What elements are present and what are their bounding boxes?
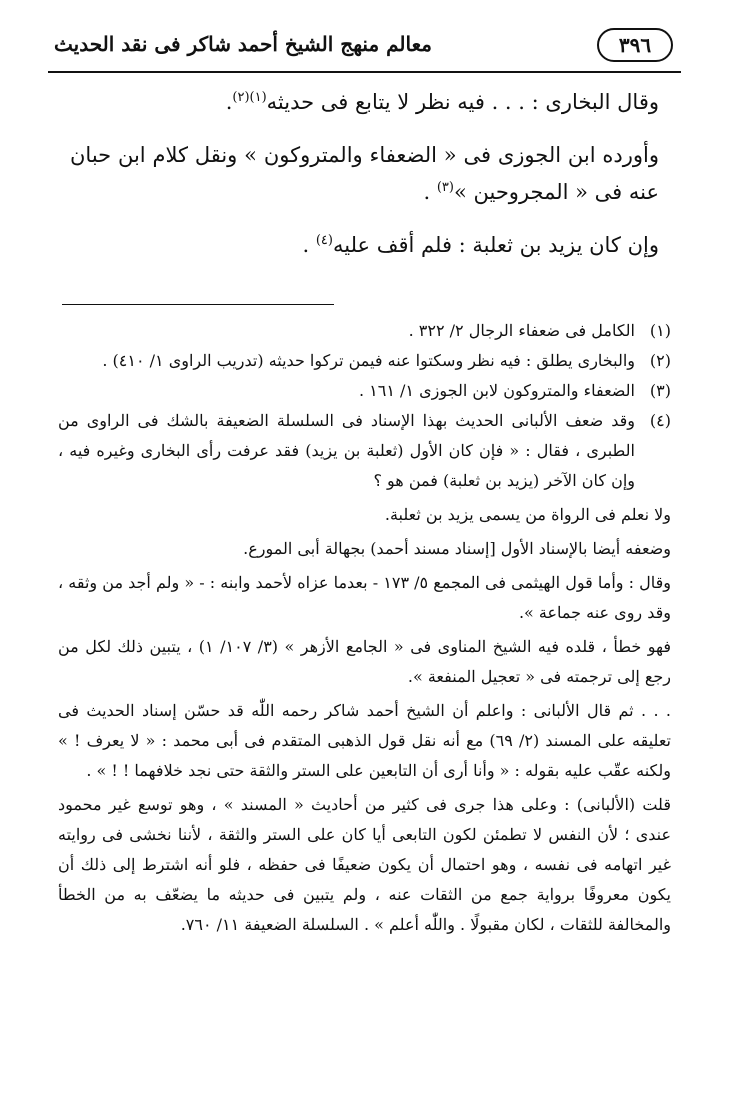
footnote-3: (٣) الضعفاء والمتروكون لابن الجوزى ١/ ١٦١ . (358, 381, 671, 400)
footnote-4-continued-6: قلت (الألبانى) : وعلى هذا جرى فى كثير من أحاديث « المسند » ، وهو توسع غير محمود عندى ؛ لأن النفس لا تطمئن لكون التابعى أيا كان على الستر والثقة ، لأننا نخشى فى روايته غير اتهامه فى نفسه ، وهو احتمال أن يكون ضعيفًا فى حفظه ، فلو أنه اشترط إلى ذلك أن يكون معروفًا برواية جمع من الثقات عنه ، ولم يتبين فى حديثه ما يضعّف به من الخطأ والمخالفة للثقات ، لكان مقبولًا . واللّٰه أعلم » . السلسلة الضعيفة ١١/ ٧٦٠. (58, 795, 671, 934)
footnote-1: (١) الكامل فى ضعفاء الرجال ٢/ ٣٢٢ . (408, 321, 671, 340)
main-text (70, 84, 659, 280)
running-title: معالم منهج الشيخ أحمد شاكر فى نقد الحديث (54, 32, 432, 56)
page-number: ٣٩٦ (597, 28, 673, 62)
header-divider (48, 71, 681, 73)
page-header (48, 22, 681, 74)
footnote-ref-4: (٤) (315, 233, 333, 248)
footnotes (58, 316, 671, 940)
footnote-4-continued-1: ولا نعلم فى الرواة من يسمى يزيد بن ثعلبة. (384, 505, 671, 524)
paragraph-yazid: وإن كان يزيد بن ثعلبة : فلم أقف عليه$^{(٤)}$ . (302, 233, 659, 257)
footnote-ref-3: (٣) (436, 180, 454, 195)
footnote-divider (62, 304, 334, 305)
footnote-4-continued-3: وقال : وأما قول الهيثمى فى المجمع ٥/ ١٧٣ - بعدما عزاه لأحمد وابنه : - « ولم أجد من وثقه ، وقد روى عنه جماعة ». (58, 573, 671, 622)
footnote-4: (٤) وقد ضعف الألبانى الحديث بهذا الإسناد فى السلسلة الضعيفة بالشك فى الراوى من الطبرى ، فقال : « فإن كان الأول (ثعلبة بن يزيد) فقد عرفت رأى البخارى وغيره فيه ، وإن كان الآخر (يزيد بن ثعلبة) فمن هو ؟ (58, 411, 671, 490)
footnote-4-continued-4: فهو خطأ ، قلده فيه الشيخ المناوى فى « الجامع الأزهر » (٣/ ١٠٧/ ١) ، يتبين ذلك لكل من رجع إلى ترجمته فى « تعجيل المنفعة ». (58, 637, 672, 686)
paragraph-bukhari: وقال البخارى : . . . فيه نظر لا يتابع فى حديثه$^{(١)(٢)}$. (225, 90, 659, 114)
footnote-4-continued-5: . . . ثم قال الألبانى : واعلم أن الشيخ أحمد شاكر رحمه اللّٰه قد حسّن إسناد الحديث فى تعليقه على المسند (٢/ ٦٩) مع أنه نقل قول الذهبى المتقدم فى أبى محمد : « لا يعرف ! » ولكنه عقّب عليه بقوله : « وأنا أرى أن التابعين على الستر والثقة حتى نجد خلافهما ! ! » . (58, 701, 672, 780)
footnote-4-continued-2: وضعفه أيضا بالإسناد الأول [إسناد مسند أحمد) بجهالة أبى المورع. (243, 539, 671, 558)
paragraph-ibn-aljawzi: وأورده ابن الجوزى فى « الضعفاء والمتروكون » ونقل كلام ابن حبان عنه فى « المجروحين »$^{(٣)}$ . (70, 143, 659, 204)
footnote-ref-1-2: (١)(٢) (232, 90, 267, 105)
footnote-2: (٢) والبخارى يطلق : فيه نظر وسكتوا عنه فيمن تركوا حديثه (تدريب الراوى ١/ ٤١٠) . (102, 351, 671, 370)
